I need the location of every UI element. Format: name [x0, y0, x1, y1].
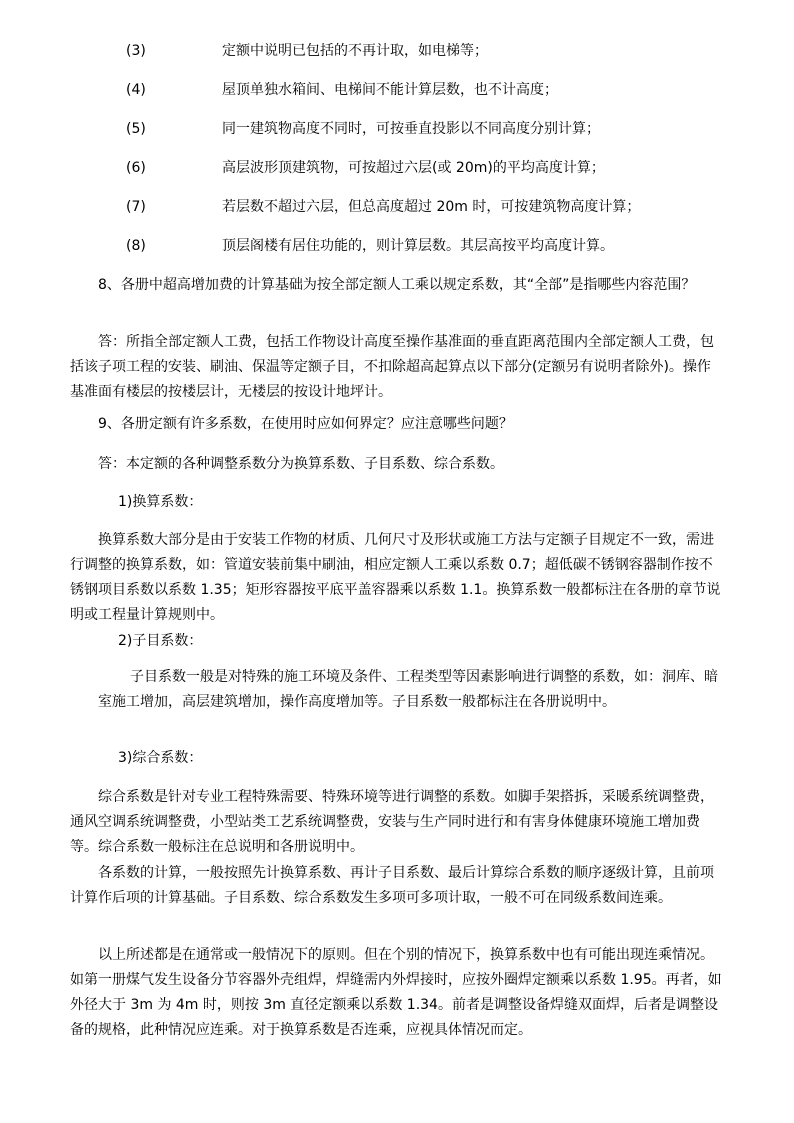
list-item-text: 高层波形顶建筑物，可按超过六层(或 20m)的平均高度计算；	[222, 160, 605, 176]
answer-8: 答：所指全部定额人工费，包括工作物设计高度至操作基准面的垂直距离范围内全部定额人工费，包括该子项工程的安装、刷油、保温等定额子目，不扣除超高起算点以下部分(定额另有说明者除外)。操作基准面有楼层的按楼层计，无楼层的按设计地坪计。	[70, 334, 714, 400]
answer-9: 答：本定额的各种调整系数分为换算系数、子目系数、综合系数。	[98, 456, 504, 472]
list-item	[0, 78, 794, 102]
paragraph-calculation-order: 各系数的计算，一般按照先计换算系数、再计子目系数、最后计算综合系数的顺序逐级计算，且前项计算作后项的计算基础。子目系数、综合系数发生多项可多项计取，一般不可在同级系数间连乘。	[70, 865, 714, 906]
question-8: 8、各册中超高增加费的计算基础为按全部定额人工乘以规定系数，其“全部”是指哪些内容范围？	[98, 277, 696, 293]
list-item	[0, 195, 794, 219]
paragraph-continuous-multiplication: 以上所述都是在通常或一般情况下的原则。但在个别的情况下，换算系数中也有可能出现连乘情况。如第一册煤气发生设备分节容器外壳组焊，焊缝需内外焊接时，应按外圈焊定额乘以系数 1.95。再者，如外径大于 3m 为 4m 时，则按 3m 直径定额乘以系数 1.34。前者是调整设备焊缝双面焊，后者是调整设备的规格，此种情况应连乘。对于换算系数是否连乘，应视具体情况而定。	[70, 947, 722, 1038]
list-item-text: 定额中说明已包括的不再计取，如电梯等；	[222, 43, 488, 59]
list-item-number: (7)	[126, 199, 146, 215]
list-item-number: (3)	[126, 43, 146, 59]
list-item-text: 若层数不超过六层，但总高度超过 20m 时，可按建筑物高度计算；	[222, 199, 641, 215]
list-item-number: (4)	[126, 82, 146, 98]
list-item-number: (6)	[126, 160, 146, 176]
paragraph-comprehensive-coefficient: 综合系数是针对专业工程特殊需要、特殊环境等进行调整的系数。如脚手架搭拆，采暖系统调整费，通风空调系统调整费，小型站类工艺系统调整费，安装与生产同时进行和有害身体健康环境施工增加费等。综合系数一般标注在总说明和各册说明中。	[70, 789, 714, 855]
paragraph-conversion-coefficient: 换算系数大部分是由于安装工作物的材质、几何尺寸及形状或施工方法与定额子目规定不一致，需进行调整的换算系数，如：管道安装前集中刷油，相应定额人工乘以系数 0.7；超低碳不锈钢容器制作按不锈钢项目系数以系数 1.35；矩形容器按平底平盖容器乘以系数 1.1。换算系数一般都标注在各册的章节说明或工程量计算规则中。	[70, 532, 721, 623]
subheading-subitem-coefficient: 2)子目系数：	[118, 633, 203, 649]
list-item	[0, 39, 794, 63]
list-item-text: 屋顶单独水箱间、电梯间不能计算层数，也不计高度；	[222, 82, 558, 98]
list-item	[0, 117, 794, 141]
list-item-text: 同一建筑物高度不同时，可按垂直投影以不同高度分别计算；	[222, 121, 600, 137]
question-9: 9、各册定额有许多系数，在使用时应如何界定？应注意哪些问题？	[98, 416, 513, 432]
subheading-conversion-coefficient: 1)换算系数：	[118, 494, 203, 510]
paragraph-subitem-coefficient: 子目系数一般是对特殊的施工环境及条件、工程类型等因素影响进行调整的系数，如：洞库、暗室施工增加，高层建筑增加，操作高度增加等。子目系数一般都标注在各册说明中。	[98, 669, 718, 710]
list-item-text: 顶层阁楼有居住功能的，则计算层数。其层高按平均高度计算。	[222, 238, 614, 254]
subheading-comprehensive-coefficient: 3)综合系数：	[118, 750, 203, 766]
list-item-number: (5)	[126, 121, 146, 137]
list-item	[0, 156, 794, 180]
list-item	[0, 234, 794, 258]
list-item-number: (8)	[126, 238, 146, 254]
